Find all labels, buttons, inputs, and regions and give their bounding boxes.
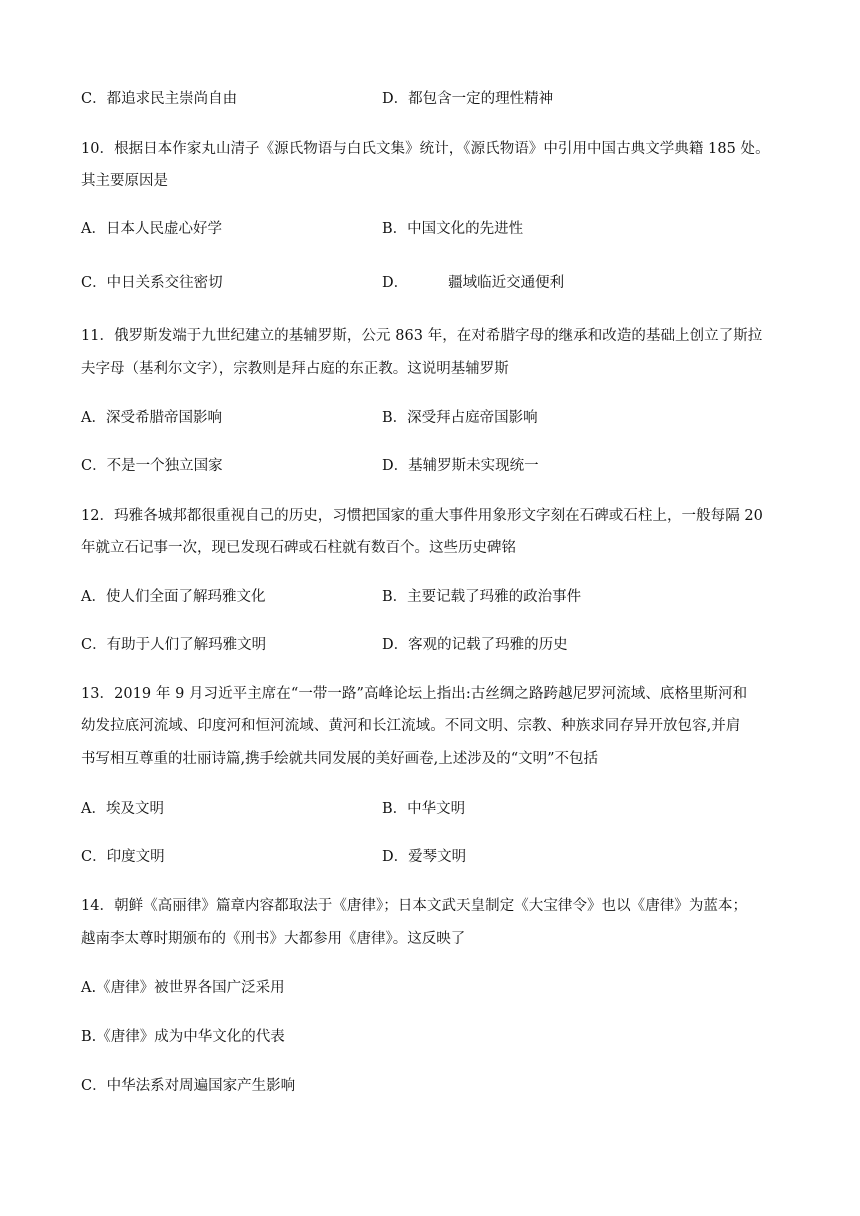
q13-stem-line2: 幼发拉底河流域、印度河和恒河流域、黄河和长江流域。不同文明、宗教、种族求同存异开放包容,并肩 (81, 718, 741, 734)
q10-option-d-prefix: D． (382, 275, 409, 291)
q9-option-c: C．都追求民主崇尚自由 (81, 91, 238, 107)
q14-option-b: B.《唐律》成为中华文化的代表 (81, 1029, 285, 1045)
q14-stem-line2: 越南李太尊时期颁布的《刑书》大都参用《唐律》。这反映了 (81, 931, 466, 947)
q12-option-c: C．有助于人们了解玛雅文明 (81, 637, 267, 653)
q12-option-b: B．主要记载了玛雅的政治事件 (382, 589, 582, 605)
q12-stem-line1: 12．玛雅各城邦都很重视自己的历史，习惯把国家的重大事件用象形文字刻在石碑或石柱上，一般每隔 20 (81, 508, 763, 524)
q11-stem-line2: 夫字母（基利尔文字），宗教则是拜占庭的东正教。这说明基辅罗斯 (81, 361, 509, 377)
q10-stem-line1: 10．根据日本作家丸山清子《源氏物语与白氏文集》统计，《源氏物语》中引用中国古典文学典籍 185 处。 (81, 141, 770, 157)
q10-option-a: A．日本人民虚心好学 (81, 221, 222, 237)
q13-option-d: D．爱琴文明 (382, 849, 467, 865)
q10-option-c: C．中日关系交往密切 (81, 275, 223, 291)
q11-option-b: B．深受拜占庭帝国影响 (382, 410, 538, 426)
q10-stem-line2: 其主要原因是 (81, 173, 168, 189)
q14-option-c: C．中华法系对周遍国家产生影响 (81, 1078, 296, 1094)
q12-option-a: A．使人们全面了解玛雅文化 (81, 589, 266, 605)
q10-option-d-text: 疆域临近交通便利 (448, 275, 565, 291)
q11-option-c: C．不是一个独立国家 (81, 458, 223, 474)
q9-option-d: D．都包含一定的理性精神 (382, 91, 554, 107)
q11-option-a: A．深受希腊帝国影响 (81, 410, 222, 426)
q11-option-d: D．基辅罗斯未实现统一 (382, 458, 539, 474)
q13-option-b: B．中华文明 (382, 801, 466, 817)
q13-option-c: C．印度文明 (81, 849, 165, 865)
q13-stem-line1: 13．2019 年 9 月习近平主席在“一带一路”高峰论坛上指出:古丝绸之路跨越尼罗河流域、底格里斯河和 (81, 686, 748, 702)
q12-option-d: D．客观的记载了玛雅的历史 (382, 637, 568, 653)
q13-stem-line3: 书写相互尊重的壮丽诗篇,携手绘就共同发展的美好画卷,上述涉及的“文明”不包括 (81, 751, 599, 767)
q12-stem-line2: 年就立石记事一次，现已发现石碑或石柱就有数百个。这些历史碑铭 (81, 540, 516, 556)
q10-option-b: B．中国文化的先进性 (382, 221, 524, 237)
q11-stem-line1: 11．俄罗斯发端于九世纪建立的基辅罗斯，公元 863 年，在对希腊字母的继承和改造的基础上创立了斯拉 (81, 328, 763, 344)
q14-option-a: A.《唐律》被世界各国广泛采用 (81, 980, 285, 996)
q13-option-a: A．埃及文明 (81, 801, 164, 817)
q14-stem-line1: 14．朝鲜《高丽律》篇章内容都取法于《唐律》；日本文武天皇制定《大宝律令》也以《唐律》为蓝本； (81, 898, 748, 914)
q10-option-d (382, 273, 564, 293)
